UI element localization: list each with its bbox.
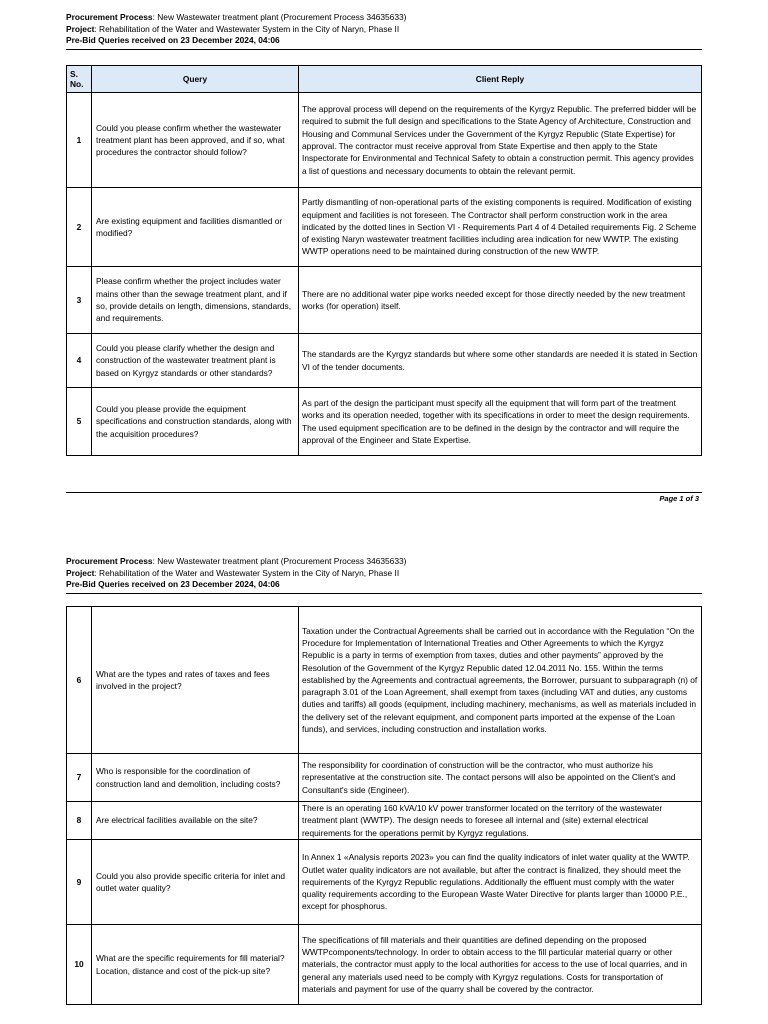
table-row [67,388,702,456]
received-line: Pre-Bid Queries received on 23 December 2024, 04:06 [66,579,280,589]
query-cell: Who is responsible for the coordination of construction land and demolition, including costs? [92,754,299,802]
queries-table [66,65,702,456]
query-cell: Could you please confirm whether the wastewater treatment plant has been approved, and if so, what procedures the contractor should follow? [92,93,299,188]
procurement-line: Procurement Process: New Wastewater treatment plant (Procurement Process 34635633) [66,12,407,22]
row-number: 8 [67,802,92,840]
row-number: 2 [67,188,92,267]
reply-cell: In Annex 1 «Analysis reports 2023» you can find the quality indicators of inlet water quality at the WWTP. Outlet water quality indicators are not available, but after the contract is finalized, they should meet the requirements of the Kyrgyz Republic regulations. Additionally the effluent must comply with the water quality requirements according to the European Waste Water Directive for plants larger than 10000 P.E., except for phosphorus. [299,840,702,925]
table-row [67,754,702,802]
row-number: 6 [67,607,92,754]
table-row [67,607,702,754]
header-divider [66,593,702,594]
column-header-query: Query [92,66,299,93]
project-line: Project: Rehabilitation of the Water and Wastewater System in the City of Naryn, Phase II [66,567,400,578]
reply-cell: Partly dismantling of non-operational parts of the existing components is required. Modification of existing equipment and facilities is not foreseen. The Contractor shall perform construction work in the area indicated by the dotted lines in Section VI - Requirements Part 4 of 4 Detailed requirements Fig. 2 Scheme of existing Naryn wastewater treatment facilities including area indication for new WWTP. The existing WWTP operations need to be maintained during construction of the new WWTP. [299,188,702,267]
reply-cell: There are no additional water pipe works needed except for those directly needed by the new treatment works (for operation) itself. [299,267,702,334]
table-row [67,267,702,334]
page-header [66,12,702,47]
row-number: 7 [67,754,92,802]
query-cell: Are electrical facilities available on the site? [92,802,299,840]
reply-cell: As part of the design the participant must specify all the equipment that will form part of the treatment works and its operation needed, together with its specifications in order to meet the design requirements. The used equipment specification are to be defined in the design by the contractor and will require the approval of the Engineer and State Expertise. [299,388,702,456]
table-row [67,802,702,840]
table-row [67,334,702,388]
header-divider [66,49,702,50]
query-cell: Could you please clarify whether the design and construction of the wastewater treatment plant is based on Kyrgyz standards or other standards? [92,334,299,388]
row-number: 1 [67,93,92,188]
row-number: 4 [67,334,92,388]
row-number: 3 [67,267,92,334]
reply-cell: The specifications of fill materials and their quantities are defined depending on the proposed WWTPcomponents/technology. In order to obtain access to the fill particular material quarry or other materials, the contractor must apply to the local authorities for access to the use of local quarries, and in general any materials used need to be comply with Kyrgyz regulations. Costs for transportation of materials and payment for use of the quarry shall be covered by the contractor. [299,925,702,1005]
table-row [67,93,702,188]
row-number: 5 [67,388,92,456]
query-cell: Could you please provide the equipment specifications and construction standards, along with the acquisition procedures? [92,388,299,456]
column-header-no: S. No. [67,66,92,93]
table-row [67,925,702,1005]
reply-cell: There is an operating 160 kVA/10 kV power transformer located on the territory of the wastewater treatment plant (WWTP). The design needs to foresee all internal and (site) external electrical requirements for the operations permit by Kyrgyz regulations. [299,802,702,840]
table-row [67,188,702,267]
procurement-line: Procurement Process: New Wastewater treatment plant (Procurement Process 34635633) [66,556,407,566]
page-number: Page 1 of 3 [659,494,699,503]
row-number: 10 [67,925,92,1005]
received-line: Pre-Bid Queries received on 23 December 2024, 04:06 [66,35,280,45]
query-cell: What are the types and rates of taxes and fees involved in the project? [92,607,299,754]
queries-table [66,606,702,1005]
row-number: 9 [67,840,92,925]
query-cell: Please confirm whether the project includes water mains other than the sewage treatment plant, and if so, provide details on length, dimensions, standards, and requirements. [92,267,299,334]
column-header-reply: Client Reply [299,66,702,93]
query-cell: Could you also provide specific criteria for inlet and outlet water quality? [92,840,299,925]
footer-divider [66,492,702,493]
query-cell: Are existing equipment and facilities dismantled or modified? [92,188,299,267]
page-header [66,556,702,591]
project-line: Project: Rehabilitation of the Water and Wastewater System in the City of Naryn, Phase II [66,23,400,34]
reply-cell: The approval process will depend on the requirements of the Kyrgyz Republic. The preferred bidder will be required to submit the full design and specifications to the State Agency of Architecture, Construction and Housing and Communal Services under the Government of the Kyrgyz Republic (State Expertise) for approval. The contractor must receive approval from State Expertise and then apply to the State Inspectorate for Environmental and Technical Safety to obtain a construction permit. This agency provides a list of questions and necessary documents to obtain the relevant permit. [299,93,702,188]
reply-cell: The standards are the Kyrgyz standards but where some other standards are needed it is stated in Section VI of the tender documents. [299,334,702,388]
table-row [67,840,702,925]
table-header-row [67,66,702,93]
query-cell: What are the specific requirements for fill material? Location, distance and cost of the pick-up site? [92,925,299,1005]
reply-cell: The responsibility for coordination of construction will be the contractor, who must authorize his representative at the construction site. The contact persons will also be appointed on the Client's and Consultant's side (Engineer). [299,754,702,802]
reply-cell: Taxation under the Contractual Agreements shall be carried out in accordance with the Regulation “On the Procedure for Implementation of International Treaties and Other Agreements to which the Kyrgyz Republic is a party in terms of exemption from taxes, duties and other payments” approved by the Resolution of the Government of the Kyrgyz Republic dated 12.04.2011 No. 155. Within the terms established by the Agreements and contractual agreements, the Borrower, pursuant to subparagraph (n) of paragraph 3.01 of the Loan Agreement, shall exempt from taxes (including VAT and duties, any customs duties and tariffs) all goods (equipment, including machinery, mechanisms, as well as materials included in the delivery set of the relevant equipment, and component parts imported at the expense of the Loan funds), and services, including construction and installation works. [299,607,702,754]
